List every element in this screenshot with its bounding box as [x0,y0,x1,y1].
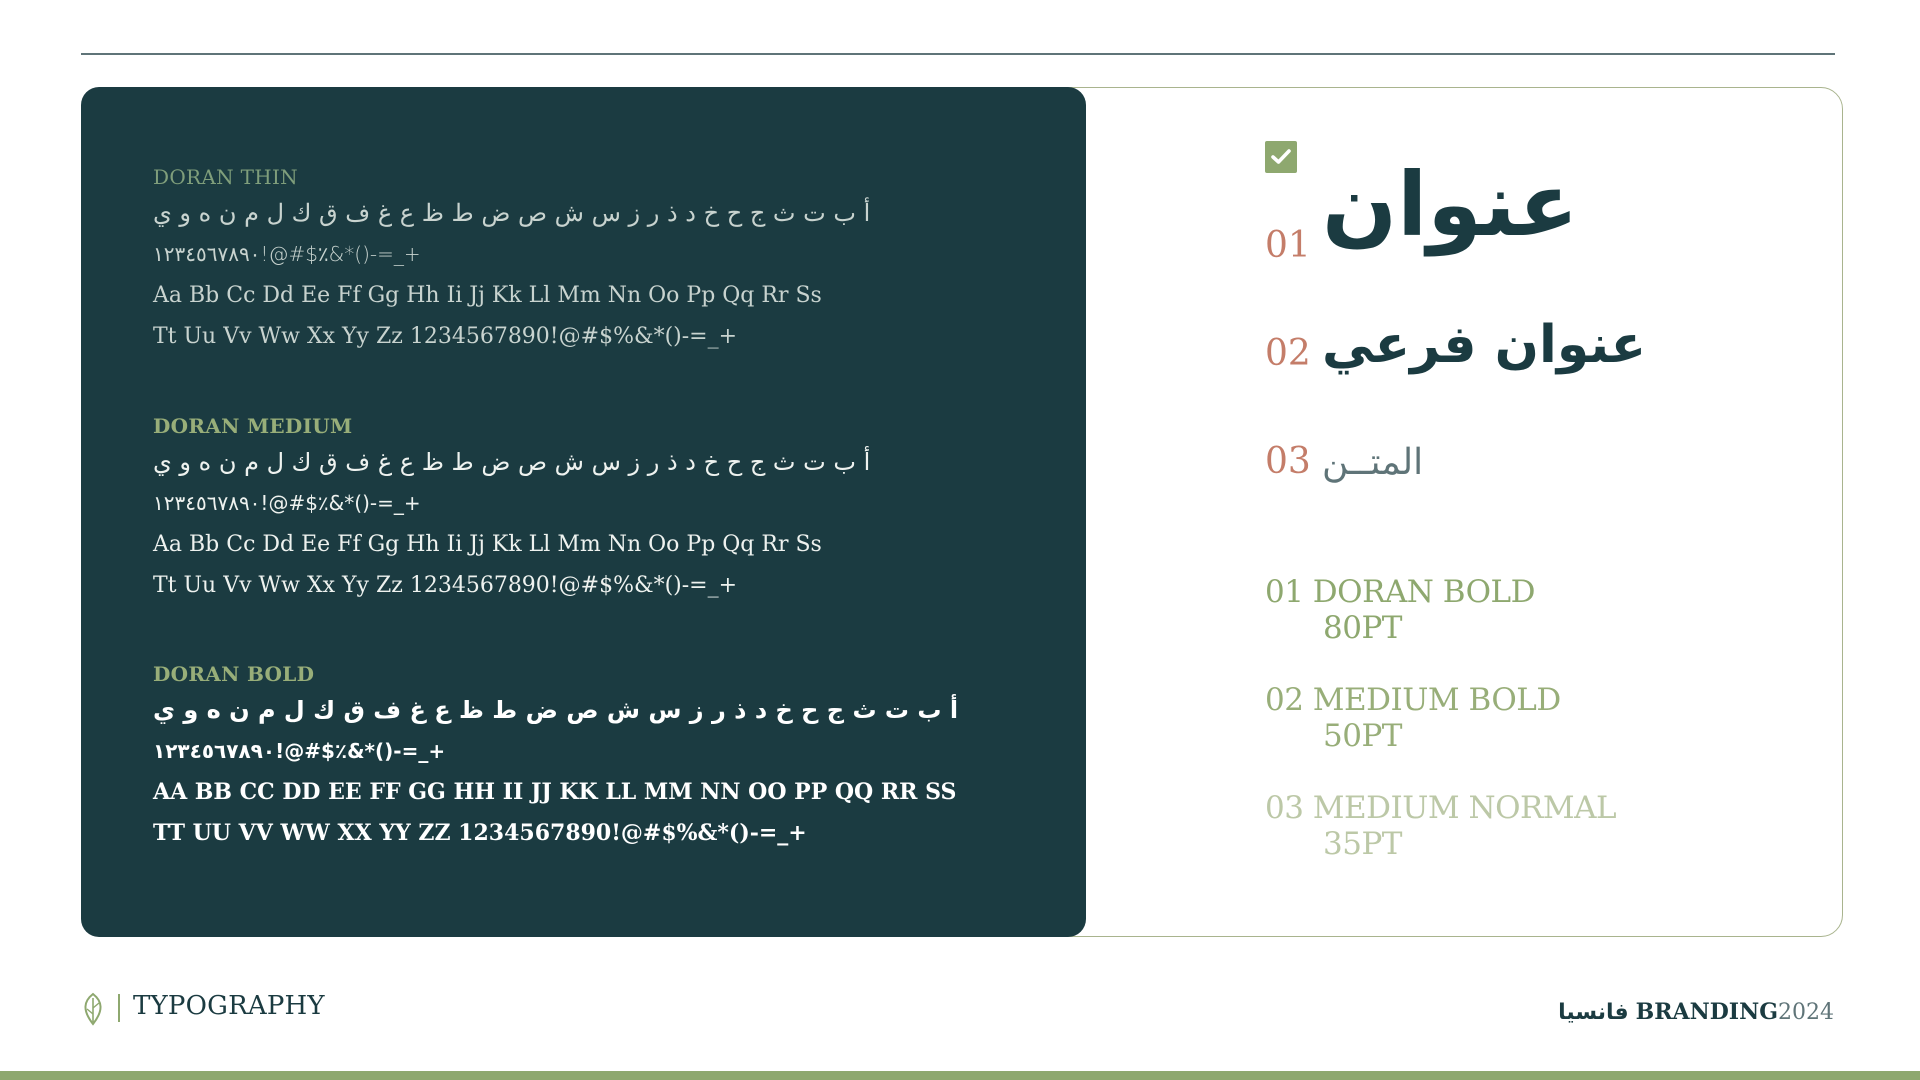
arabic-letters-sample: أ ب ت ث ج ح خ د ذ ر ز س ش ص ض ط ظ ع غ ف ق ك ل م ن ه و ي [153,199,871,227]
arabic-digits-sample: ١٢٣٤٥٦٧٨٩٠!@#$٪&*()-=_+ [153,491,421,515]
heading-number: 01 [1265,225,1311,266]
font-block-thin [153,161,870,357]
spec-label: 03 MEDIUM NORMAL [1265,790,1617,826]
spec-subheading [1265,682,1561,754]
brand-mark [1558,999,1834,1025]
checkbox-checked-icon[interactable] [1265,141,1297,173]
bottom-accent-bar [0,1071,1920,1080]
spec-heading [1265,574,1535,646]
latin-sample-2: Tt Uu Vv Ww Xx Yy Zz 1234567890!@#$%&*()-=_+ [153,573,738,598]
latin-sample-1: Aa Bb Cc Dd Ee Ff Gg Hh Ii Jj Kk Ll Mm Nn Oo Pp Qq Rr Ss [153,532,822,557]
heading-sample: عنوان [1322,153,1579,256]
brand-arabic: فانسيا [1558,1000,1629,1025]
spec-body [1265,790,1616,862]
subheading-sample: عنوان فرعي [1322,315,1647,375]
font-block-bold [153,658,958,854]
latin-sample-2: TT UU VV WW XX YY ZZ 1234567890!@#$%&*()-=_+ [153,820,807,846]
brand-year: 2024 [1778,1000,1834,1025]
spec-label: 02 MEDIUM BOLD [1265,682,1561,718]
spec-size: 50PT [1323,718,1402,754]
arabic-digits-sample: ١٢٣٤٥٦٧٨٩٠!@#$٪&*()-=_+ [153,739,446,763]
body-sample: المتــن [1322,442,1424,483]
spec-size: 35PT [1323,826,1402,862]
latin-sample-2: Tt Uu Vv Ww Xx Yy Zz 1234567890!@#$%&*()-=_+ [153,324,738,349]
arabic-letters-sample: أ ب ت ث ج ح خ د ذ ر ز س ش ص ض ط ظ ع غ ف ق ك ل م ن ه و ي [153,696,959,724]
font-specimen-panel [81,87,1086,937]
top-divider [81,53,1835,55]
font-name: DORAN THIN [153,165,298,189]
latin-sample-1: Aa Bb Cc Dd Ee Ff Gg Hh Ii Jj Kk Ll Mm Nn Oo Pp Qq Rr Ss [153,283,822,308]
font-block-medium [153,410,870,606]
section-title: TYPOGRAPHY [133,991,325,1021]
spec-size: 80PT [1323,610,1402,646]
arabic-digits-sample: ١٢٣٤٥٦٧٨٩٠!@#$٪&*()-=_+ [153,242,421,266]
spec-label: 01 DORAN BOLD [1265,574,1535,610]
body-number: 03 [1265,441,1311,482]
footer-divider [118,994,120,1022]
subheading-number: 02 [1265,333,1311,374]
font-name: DORAN MEDIUM [153,414,353,438]
leaf-logo-icon [80,992,106,1030]
arabic-letters-sample: أ ب ت ث ج ح خ د ذ ر ز س ش ص ض ط ظ ع غ ف ق ك ل م ن ه و ي [153,448,871,476]
latin-sample-1: AA BB CC DD EE FF GG HH II JJ KK LL MM NN OO PP QQ RR SS [153,779,957,805]
font-name: DORAN BOLD [153,662,315,686]
brand-label: BRANDING [1635,999,1778,1025]
